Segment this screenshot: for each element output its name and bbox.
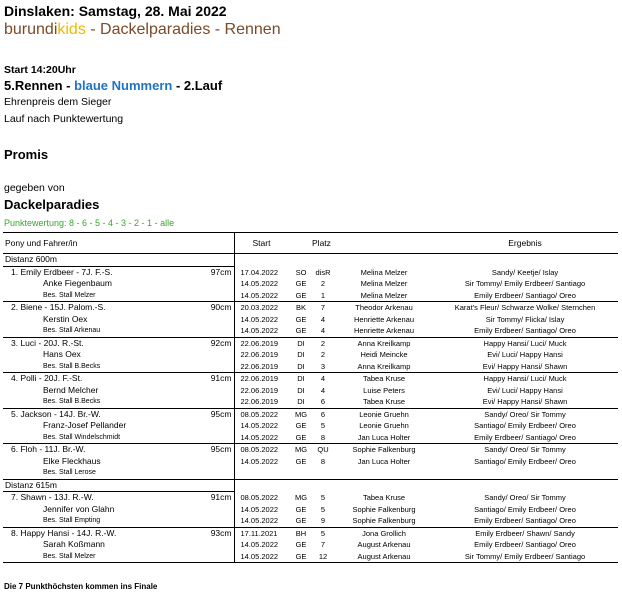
distance-row-615: [3, 479, 618, 492]
race-driver: Tabea Kruse: [362, 374, 406, 384]
race-place: 2: [320, 338, 326, 348]
race-code: GE: [295, 279, 307, 289]
race-place: 7: [320, 540, 326, 550]
entry-horse: [3, 302, 234, 314]
table-row: [3, 467, 618, 479]
race-code: DI: [297, 374, 305, 384]
horse-name: 5. Jackson - 14J. Br.-W.: [11, 408, 101, 419]
race-result: Sandy/ Oreo/ Sir Tommy: [484, 493, 566, 502]
horse-name: 7. Shawn - 13J. R.-W.: [11, 492, 94, 503]
race-code: GE: [292, 515, 310, 527]
entry-horse: [3, 408, 234, 420]
race-result: Santiago/ Emily Erdbeer/ Oreo: [474, 421, 576, 431]
race-result: Sir Tommy/ Emily Erdbeer/ Santiago: [432, 551, 618, 563]
race-date: 20.03.2022: [240, 303, 279, 313]
race-code: GE: [292, 290, 310, 302]
race-place: disR: [315, 267, 331, 277]
race-code: DI: [297, 350, 305, 360]
race-place: 8: [320, 456, 326, 466]
table-row: [3, 302, 618, 314]
race-date: 14.05.2022: [234, 290, 292, 302]
race-code: DI: [292, 361, 310, 373]
race-place: 1: [310, 290, 336, 302]
race-code: BK: [296, 303, 307, 313]
race-place: 4: [310, 325, 336, 337]
race-driver: Tabea Kruse: [362, 493, 406, 502]
race-code: GE: [295, 540, 307, 550]
entry-horse: [3, 444, 234, 456]
race-driver: Henriette Arkenau: [353, 314, 415, 324]
race-result: Evi/ Luci/ Happy Hansi: [487, 350, 563, 360]
horse-name: 6. Floh - 11J. Br.-W.: [11, 444, 86, 455]
race-date: 22.06.2019: [234, 396, 292, 408]
race-place: 12: [310, 551, 336, 563]
race-place: 4: [320, 374, 326, 384]
race-date: [234, 467, 292, 479]
horse-size: 97cm: [210, 266, 232, 277]
brand-kids: kids: [57, 21, 86, 38]
race-place: [310, 467, 336, 479]
race-date: 14.05.2022: [240, 540, 279, 550]
table-row: [3, 408, 618, 420]
race-driver: Sophie Falkenburg: [336, 515, 432, 527]
table-row: [3, 396, 618, 408]
race-date: 17.04.2022: [240, 267, 279, 277]
table-row: [3, 539, 618, 551]
race-place: 4: [320, 314, 326, 324]
race-result: Evi/ Happy Hansi/ Shawn: [432, 361, 618, 373]
race-result: Happy Hansi/ Luci/ Muck: [483, 374, 567, 384]
race-date: 14.05.2022: [240, 456, 279, 466]
race-code: GE: [295, 314, 307, 324]
given-by-text: gegeben von: [4, 182, 65, 194]
race-result: Sir Tommy/ Emily Erdbeer/ Santiago: [464, 279, 586, 289]
race-code: GE: [292, 325, 310, 337]
entry-owner: Bes. Stall Windelschmidt: [3, 432, 234, 444]
horse-name: 4. Polli - 20J. F.-St.: [11, 373, 83, 384]
race-code: GE: [292, 432, 310, 444]
table-row: [3, 444, 618, 456]
horse-size: 93cm: [210, 527, 232, 538]
race-code: MG: [294, 445, 308, 455]
table-row: [3, 325, 618, 337]
brand-burundi: burundi: [4, 21, 58, 38]
race-place: 6: [320, 409, 326, 419]
race-date: 14.05.2022: [240, 504, 279, 514]
horse-size: 95cm: [210, 444, 232, 455]
race-driver: Melina Melzer: [360, 267, 408, 277]
entry-rider: Sarah Koßmann: [3, 539, 234, 551]
table-row: [3, 337, 618, 349]
race-driver: Jona Grollich: [362, 528, 406, 538]
race-place: 2: [320, 279, 326, 289]
race-driver: Tabea Kruse: [336, 396, 432, 408]
horse-size: 91cm: [210, 373, 232, 384]
results-table-body: [3, 233, 618, 563]
race-driver: Jan Luca Holter: [357, 456, 411, 466]
distance-label: Distanz 615m: [3, 479, 234, 492]
horse-name: 1. Emily Erdbeer - 7J. F.-S.: [11, 266, 113, 277]
table-header-row: [3, 233, 618, 254]
race-place: 7: [320, 303, 326, 313]
race-date: 14.05.2022: [240, 421, 279, 431]
race-code: GE: [295, 456, 307, 466]
race-date: 08.05.2022: [240, 409, 279, 419]
race-result: Emily Erdbeer/ Santiago/ Oreo: [432, 515, 618, 527]
race-driver: Sophie Falkenburg: [352, 504, 416, 514]
race-result: Sandy/ Oreo/ Sir Tommy: [484, 409, 566, 419]
race-place: 3: [310, 361, 336, 373]
race-driver: August Arkenau: [336, 551, 432, 563]
entry-rider: Franz-Josef Pellander: [3, 420, 234, 432]
entry-owner: Bes. Stall Empting: [3, 515, 234, 527]
race-date: 22.06.2019: [240, 385, 279, 395]
race-result: Sandy/ Keetje/ Islay: [491, 267, 559, 277]
horse-name: 2. Biene - 15J. Palom.-S.: [11, 302, 106, 313]
table-row: [3, 314, 618, 326]
race-driver: Leonie Gruehn: [359, 409, 409, 419]
race-date: 14.05.2022: [240, 279, 279, 289]
race-result: Karat's Fleur/ Schwarze Wolke/ Sternchen: [454, 303, 596, 313]
race-date: 14.05.2022: [240, 314, 279, 324]
race-place: 5: [320, 421, 326, 431]
race-driver: Anna Kreilkamp: [336, 361, 432, 373]
horse-size: 90cm: [210, 302, 232, 313]
table-row: [3, 373, 618, 385]
event-brand: [4, 21, 281, 39]
entry-rider: Hans Oex: [3, 349, 234, 361]
race-place: 5: [320, 504, 326, 514]
race-date: 08.05.2022: [240, 493, 279, 502]
entry-horse: [3, 492, 234, 504]
entry-owner: Bes. Stall B.Becks: [3, 396, 234, 408]
race-driver: Henriette Arkenau: [336, 325, 432, 337]
race-code: MG: [294, 493, 308, 502]
prize-text: Ehrenpreis dem Sieger: [4, 96, 112, 108]
race-suffix: - 2.Lauf: [172, 78, 223, 93]
promis-heading: Promis: [4, 147, 49, 162]
distance-spacer: [234, 254, 618, 267]
race-date: 22.06.2019: [240, 374, 279, 384]
race-place: 4: [320, 385, 326, 395]
race-code: GE: [295, 504, 307, 514]
race-code: DI: [292, 396, 310, 408]
table-row: [3, 432, 618, 444]
race-result: Emily Erdbeer/ Santiago/ Oreo: [432, 432, 618, 444]
entry-horse: [3, 373, 234, 385]
page-title: Dinslaken: Samstag, 28. Mai 2022: [4, 3, 227, 19]
race-date: 14.05.2022: [234, 325, 292, 337]
brand-rest: - Dackelparadies - Rennen: [85, 21, 281, 38]
race-code: [292, 467, 310, 479]
entry-owner: Bes. Stall Melzer: [3, 551, 234, 563]
race-driver: Theodor Arkenau: [355, 303, 413, 313]
race-date: 17.11.2021: [240, 528, 278, 538]
race-place: 6: [310, 396, 336, 408]
race-result: Sir Tommy/ Flicka/ Islay: [485, 314, 565, 324]
race-place: 5: [320, 493, 326, 502]
entry-horse: [3, 337, 234, 349]
header-place: Platz: [310, 233, 432, 254]
race-code: BH: [295, 528, 307, 538]
horse-size: 91cm: [210, 492, 232, 503]
race-place: QU: [317, 445, 329, 455]
table-row: [3, 515, 618, 527]
race-driver: Melina Melzer: [336, 290, 432, 302]
header-start: Start: [234, 233, 310, 254]
horse-size: 95cm: [210, 408, 232, 419]
table-row: [3, 278, 618, 290]
table-row: [3, 385, 618, 397]
table-row: [3, 290, 618, 302]
race-driver: Luise Peters: [363, 385, 405, 395]
entry-rider: Elke Fleckhaus: [3, 456, 234, 468]
race-driver: Anna Kreilkamp: [357, 338, 411, 348]
race-result: Emily Erdbeer/ Santiago/ Oreo: [432, 290, 618, 302]
entry-owner: Bes. Stall Lerose: [3, 467, 234, 479]
race-driver: Jan Luca Holter: [336, 432, 432, 444]
table-row: [3, 504, 618, 516]
race-place: 9: [310, 515, 336, 527]
entry-rider: Anke Fiegenbaum: [3, 278, 234, 290]
race-code: DI: [297, 338, 305, 348]
table-row: [3, 551, 618, 563]
points-scheme: Punktewertung: 8 - 6 - 5 - 4 - 3 - 2 - 1 - alle: [4, 218, 175, 228]
race-result: Santiago/ Emily Erdbeer/ Oreo: [474, 456, 576, 466]
start-time: Start 14:20Uhr: [4, 64, 76, 76]
table-row: [3, 349, 618, 361]
horse-name: 3. Luci - 20J. R.-St.: [11, 337, 84, 348]
race-result: Evi/ Luci/ Happy Hansi: [487, 385, 563, 395]
table-row: [3, 492, 618, 504]
table-row: [3, 420, 618, 432]
entry-rider: Bernd Melcher: [3, 385, 234, 397]
distance-label: Distanz 600m: [3, 254, 234, 267]
race-driver: Heidi Meincke: [360, 350, 408, 360]
race-result: Happy Hansi/ Luci/ Muck: [483, 338, 567, 348]
race-place: 2: [320, 350, 326, 360]
race-heading: [4, 78, 222, 93]
race-result: Evi/ Happy Hansi/ Shawn: [432, 396, 618, 408]
race-result: Emily Erdbeer/ Santiago/ Oreo: [474, 540, 576, 550]
race-prefix: 5.Rennen -: [4, 78, 75, 93]
table-row: [3, 266, 618, 278]
race-date: 22.06.2019: [240, 338, 279, 348]
race-result: [432, 467, 618, 479]
entry-horse: [3, 527, 234, 539]
footer-note: Die 7 Punkthöchsten kommen ins Finale: [4, 582, 158, 591]
horse-name: 8. Happy Hansi - 14J. R.-W.: [11, 527, 117, 538]
race-date: 14.05.2022: [234, 515, 292, 527]
sponsor-name: Dackelparadies: [4, 197, 100, 212]
race-code: GE: [295, 421, 307, 431]
entry-owner: Bes. Stall Arkenau: [3, 325, 234, 337]
distance-spacer: [234, 479, 618, 492]
race-driver: Melina Melzer: [360, 279, 408, 289]
table-row: [3, 361, 618, 373]
header-pony: Pony und Fahrer/in: [3, 233, 234, 254]
entry-owner: Bes. Stall B.Becks: [3, 361, 234, 373]
race-highlight: blaue Nummern: [74, 78, 173, 93]
entry-horse: [3, 266, 234, 278]
entry-rider: Jennifer von Glahn: [3, 504, 234, 516]
race-date: 14.05.2022: [234, 432, 292, 444]
race-driver: Leonie Gruehn: [359, 421, 409, 431]
race-result: Emily Erdbeer/ Shawn/ Sandy: [475, 528, 575, 538]
horse-size: 92cm: [210, 337, 232, 348]
race-result: Sandy/ Oreo/ Sir Tommy: [484, 445, 566, 455]
race-driver: Sophie Falkenburg: [352, 445, 416, 455]
race-date: 22.06.2019: [234, 361, 292, 373]
table-row: [3, 527, 618, 539]
race-date: 08.05.2022: [240, 445, 279, 455]
distance-row-600: [3, 254, 618, 267]
race-place: 8: [310, 432, 336, 444]
race-driver: [336, 467, 432, 479]
race-code: DI: [297, 385, 305, 395]
race-code: GE: [292, 551, 310, 563]
table-row: [3, 456, 618, 468]
mode-text: Lauf nach Punktewertung: [4, 113, 124, 125]
header-result: Ergebnis: [432, 233, 618, 254]
race-code: SO: [295, 267, 307, 277]
race-result: Emily Erdbeer/ Santiago/ Oreo: [432, 325, 618, 337]
race-code: MG: [294, 409, 308, 419]
entry-owner: Bes. Stall Melzer: [3, 290, 234, 302]
race-result: Santiago/ Emily Erdbeer/ Oreo: [474, 504, 576, 514]
race-date: 22.06.2019: [240, 350, 279, 360]
race-place: 5: [320, 528, 326, 538]
results-table: [3, 232, 618, 563]
race-driver: August Arkenau: [357, 540, 411, 550]
race-date: 14.05.2022: [234, 551, 292, 563]
entry-rider: Kerstin Oex: [3, 314, 234, 326]
